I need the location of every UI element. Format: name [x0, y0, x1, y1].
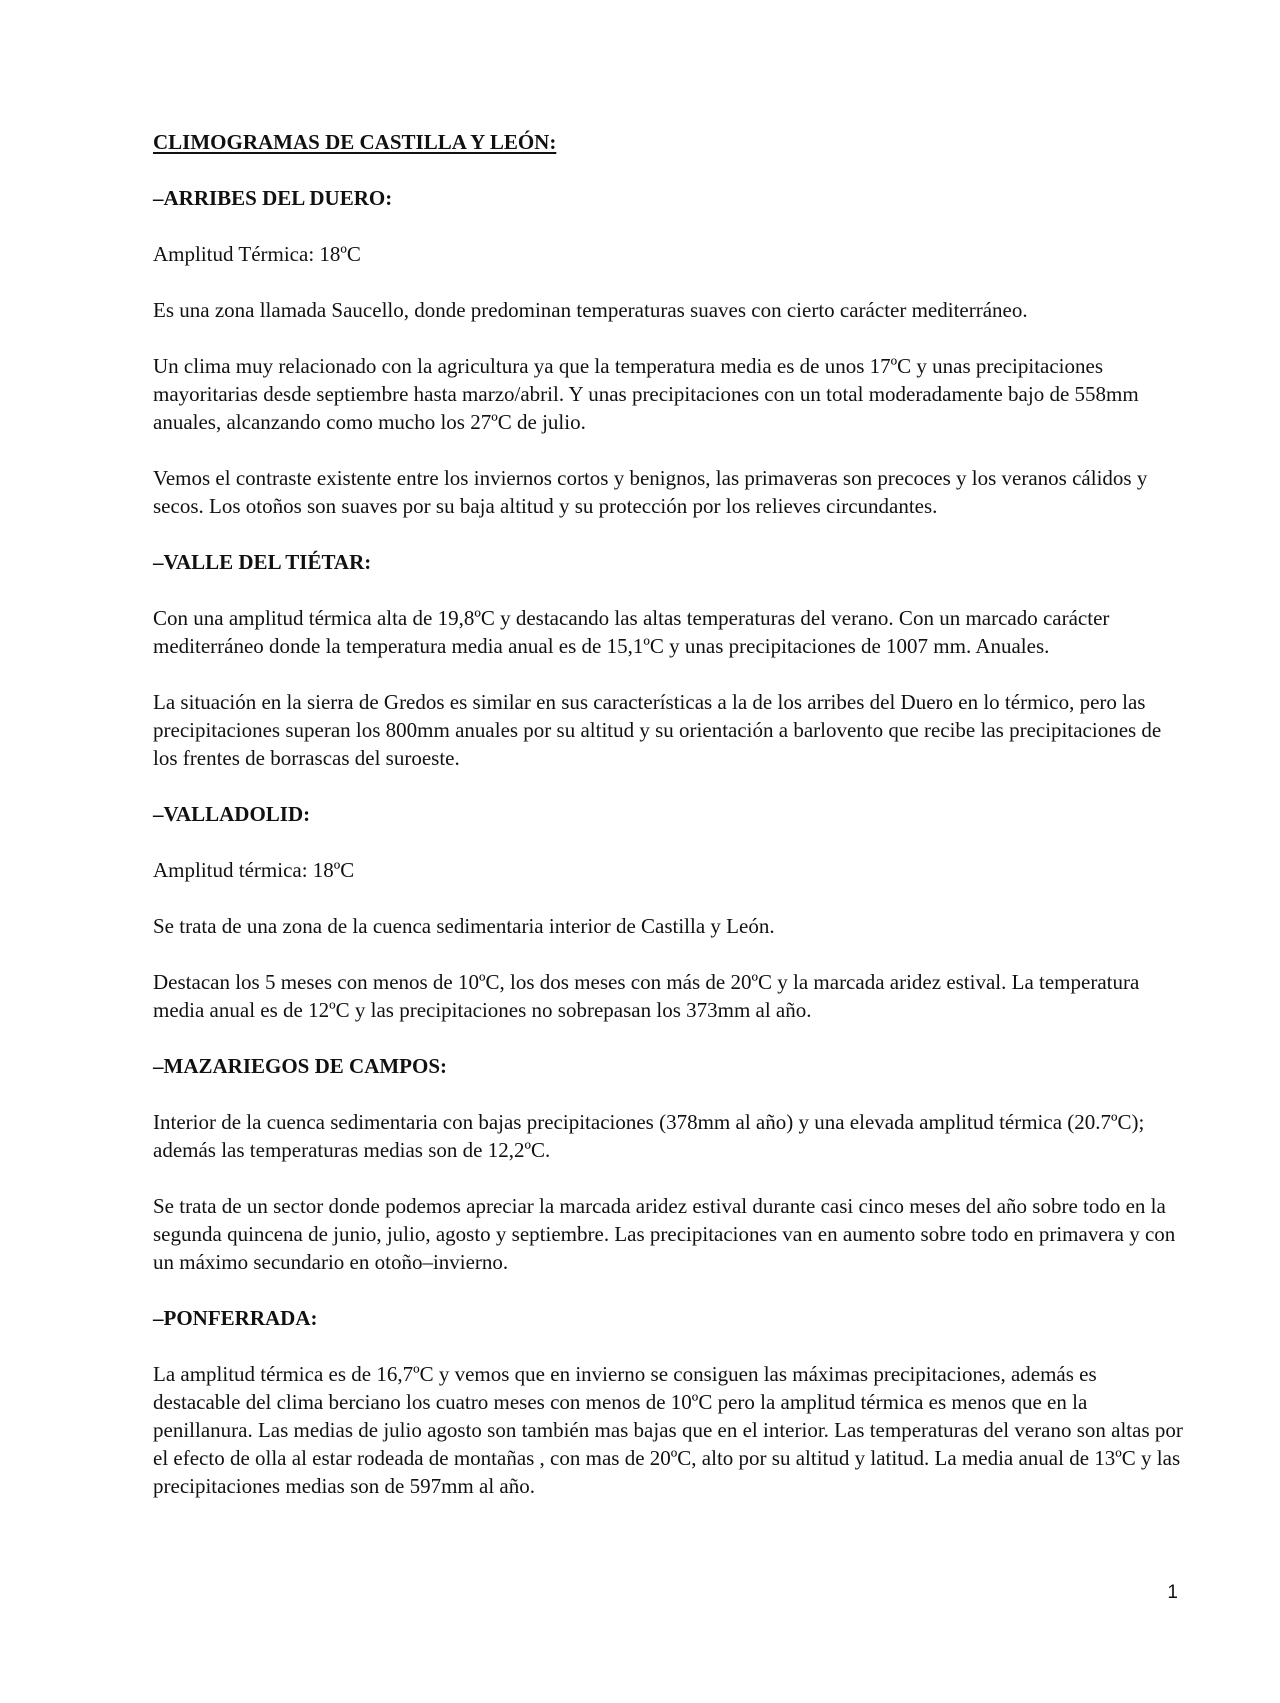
paragraph: La amplitud térmica es de 16,7ºC y vemos que en invierno se consiguen las máximas precipitaciones, además es destacable del clima berciano los cuatro meses con menos de 10ºC pero la amplitud térmica es menos que en la penillanura. Las medias de julio agosto son también mas bajas que en el interior. Las temperaturas del verano son altas por el efecto de olla al estar rodeada de montañas , con mas de 20ºC, alto por su altitud y latitud. La media anual de 13ºC y las precipitaciones medias son de 597mm al año.: [153, 1362, 1183, 1498]
page-number: 1: [1167, 1582, 1178, 1603]
paragraph: Con una amplitud térmica alta de 19,8ºC y destacando las altas temperaturas del verano. Con un marcado carácter mediterráneo donde la temperatura media anual es de 15,1ºC y unas precipitaciones de 1007 mm. Anuales.: [153, 606, 1110, 658]
section-heading: –MAZARIEGOS DE CAMPOS:: [153, 1054, 448, 1078]
section-heading: –PONFERRADA:: [153, 1306, 318, 1330]
paragraph: Interior de la cuenca sedimentaria con bajas precipitaciones (378mm al año) y una elevada amplitud térmica (20.7ºC); además las temperaturas medias son de 12,2ºC.: [153, 1110, 1145, 1162]
document-title: CLIMOGRAMAS DE CASTILLA Y LEÓN:: [153, 130, 557, 154]
paragraph: Se trata de una zona de la cuenca sedimentaria interior de Castilla y León.: [153, 914, 775, 938]
paragraph: La situación en la sierra de Gredos es similar en sus características a la de los arribes del Duero en lo térmico, pero las precipitaciones superan los 800mm anuales por su altitud y su orientación a barlovento que recibe las precipitaciones de los frentes de borrascas del suroeste.: [153, 690, 1162, 770]
paragraph: Es una zona llamada Saucello, donde predominan temperaturas suaves con cierto carácter mediterráneo.: [153, 298, 1028, 322]
document-page: [153, 128, 1183, 1528]
paragraph: Destacan los 5 meses con menos de 10ºC, los dos meses con más de 20ºC y la marcada aridez estival. La temperatura media anual es de 12ºC y las precipitaciones no sobrepasan los 373mm al año.: [153, 970, 1140, 1022]
section-heading: –VALLE DEL TIÉTAR:: [153, 550, 372, 574]
section-mazariegos-de-campos: [153, 1052, 1183, 1276]
paragraph: Amplitud Térmica: 18ºC: [153, 242, 361, 266]
paragraph: Vemos el contraste existente entre los inviernos cortos y benignos, las primaveras son precoces y los veranos cálidos y secos. Los otoños son suaves por su baja altitud y su protección por los relieves circundantes.: [153, 466, 1148, 518]
paragraph: Amplitud térmica: 18ºC: [153, 858, 355, 882]
section-valladolid: [153, 800, 1183, 1024]
paragraph: Un clima muy relacionado con la agricultura ya que la temperatura media es de unos 17ºC y unas precipitaciones mayoritarias desde septiembre hasta marzo/abril. Y unas precipitaciones con un total moderadamente bajo de 558mm anuales, alcanzando como mucho los 27ºC de julio.: [153, 354, 1139, 434]
section-ponferrada: [153, 1304, 1183, 1500]
section-heading: –VALLADOLID:: [153, 802, 311, 826]
section-arribes-del-duero: [153, 184, 1183, 520]
paragraph: Se trata de un sector donde podemos apreciar la marcada aridez estival durante casi cinco meses del año sobre todo en la segunda quincena de junio, julio, agosto y septiembre. Las precipitaciones van en aumento sobre todo en primavera y con un máximo secundario en otoño–invierno.: [153, 1194, 1176, 1274]
section-heading: –ARRIBES DEL DUERO:: [153, 186, 393, 210]
section-valle-del-tietar: [153, 548, 1183, 772]
